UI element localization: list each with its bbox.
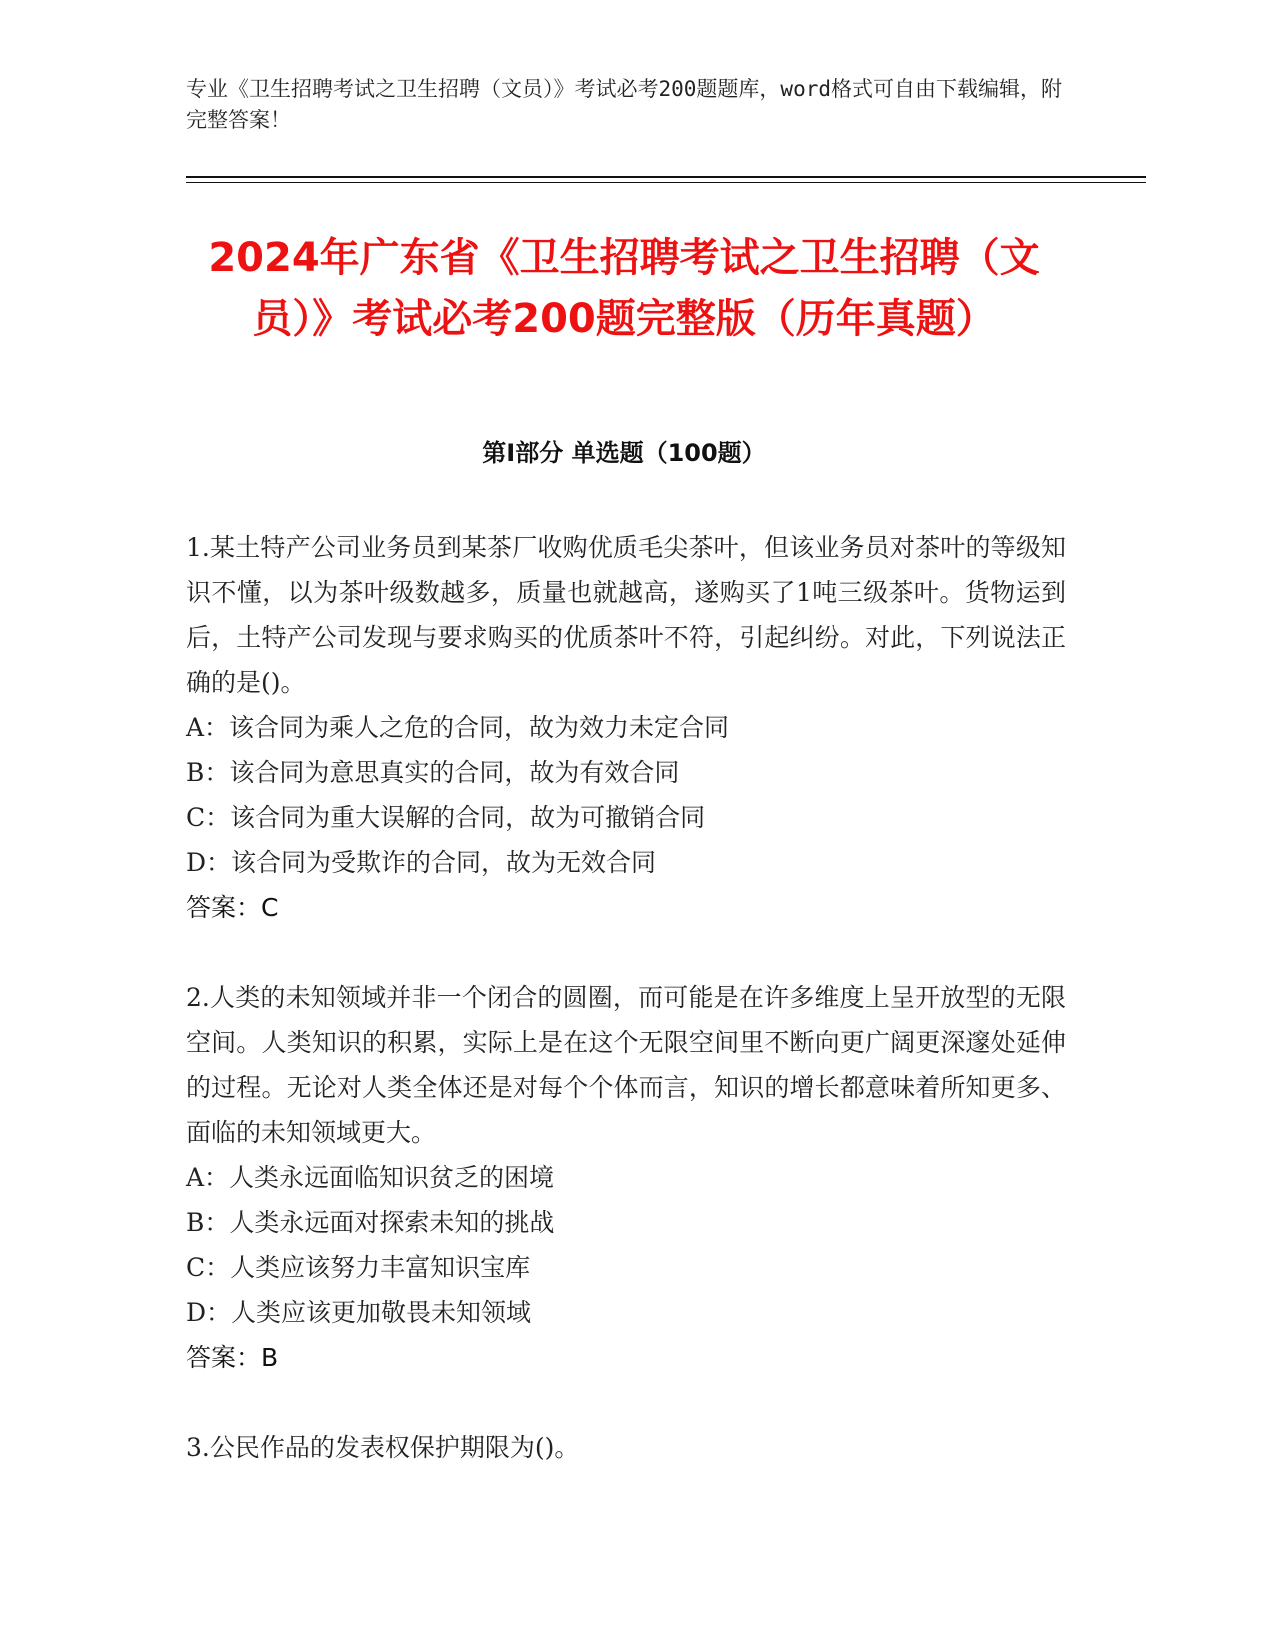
- header-divider-thick: [186, 176, 1146, 178]
- option-a: A：该合同为乘人之危的合同，故为效力未定合同: [186, 713, 730, 742]
- option-a: A：人类永远面临知识贫乏的困境: [186, 1163, 555, 1192]
- option-c: C：人类应该努力丰富知识宝库: [186, 1253, 531, 1282]
- question-stem: 2.人类的未知领域并非一个闭合的圆圈，而可能是在许多维度上呈开放型的无限空间。人类知识的积累，实际上是在这个无限空间里不断向更广阔更深邃处延伸的过程。无论对人类全体还是对每个个体而言，知识的增长都意味着所知更多、面临的未知领域更大。: [186, 983, 1066, 1147]
- header-note: 专业《卫生招聘考试之卫生招聘（文员）》考试必考200题题库，word格式可自由下载编辑，附完整答案！: [186, 77, 1062, 132]
- option-b: B：人类永远面对探索未知的挑战: [186, 1208, 555, 1237]
- option-c: C：该合同为重大误解的合同，故为可撤销合同: [186, 803, 706, 832]
- header-divider-thin: [186, 182, 1146, 183]
- option-b: B：该合同为意思真实的合同，故为有效合同: [186, 758, 680, 787]
- question-3: [186, 1425, 1066, 1470]
- option-d: D：该合同为受欺诈的合同，故为无效合同: [186, 848, 657, 877]
- option-d: D：人类应该更加敬畏未知领域: [186, 1298, 532, 1327]
- section-title: 第I部分 单选题（100题）: [482, 439, 766, 467]
- question-stem: 1.某土特产公司业务员到某茶厂收购优质毛尖茶叶，但该业务员对茶叶的等级知识不懂，以为茶叶级数越多，质量也就越高，遂购买了1吨三级茶叶。货物运到后，土特产公司发现与要求购买的优质茶叶不符，引起纠纷。对此，下列说法正确的是()。: [186, 533, 1066, 697]
- question-list: [186, 525, 1066, 1515]
- question-stem: 3.公民作品的发表权保护期限为()。: [186, 1433, 580, 1462]
- answer-label: 答案：B: [186, 1343, 279, 1372]
- question-2: [186, 975, 1066, 1380]
- answer-label: 答案：C: [186, 893, 279, 922]
- document-title: 2024年广东省《卫生招聘考试之卫生招聘（文员）》考试必考200题完整版（历年真题）: [208, 235, 1040, 342]
- question-1: [186, 525, 1066, 930]
